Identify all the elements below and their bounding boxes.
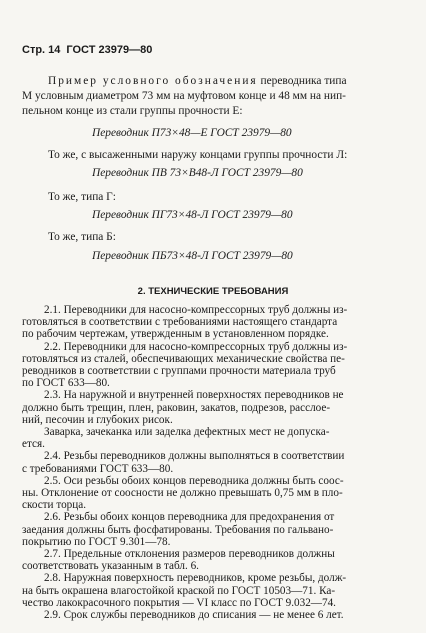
variant-1: То же, с высаженными наружу концами группы прочности Л:	[48, 149, 348, 161]
designation-1: Переводник П73×48—Е ГОСТ 23979—80	[92, 127, 292, 139]
text-line: ны. Отклонение от соосности не должно превышать 0,75 мм в пло-	[22, 487, 343, 499]
text-line: чество лакокрасочного покрытия — VI класс по ГОСТ 9.032—74.	[22, 596, 336, 609]
text-line: 2.5. Оси резьбы обоих концов переводника должны быть соос-	[44, 474, 344, 487]
text-line: 2.9. Срок службы переводников до списания — не менее 6 лет.	[44, 609, 344, 621]
text-line: реводников в соответствии с группами прочности материала труб	[22, 365, 336, 377]
text-line: готовляться в соответствии с требованиями настоящего стандарта	[22, 316, 338, 329]
text-line: должно быть трещин, плен, раковин, закатов, подрезов, расслое-	[22, 401, 331, 414]
text-line: 2.8. Наружная поверхность переводников, кроме резьбы, долж-	[44, 572, 347, 585]
text-line: Заварка, зачеканка или заделка дефектных мест не допуска-	[44, 426, 330, 438]
text-line: ется.	[22, 438, 45, 451]
text-line: 2.2. Переводники для насосно-компрессорных труб должны из-	[44, 340, 348, 353]
text-line: по ГОСТ 633—80.	[22, 377, 110, 390]
designation-3: Переводник ПГ73×48-Л ГОСТ 23979—80	[92, 209, 293, 221]
variant-3: То же, типа Б:	[48, 231, 116, 243]
page-header	[22, 44, 152, 56]
text-line: 2.4. Резьбы переводников должны выполняться в соответствии	[44, 450, 345, 463]
text-line: заедания должны быть фосфатированы. Требования по гальвано-	[22, 523, 334, 536]
designation-2: Переводник ПВ 73×В48-Л ГОСТ 23979—80	[92, 167, 303, 179]
text-line: ний, песочин и глубоких рисок.	[22, 413, 173, 426]
text-line: 2.3. На наружной и внутренней поверхностях переводников не	[44, 389, 344, 402]
text-line: 2.1. Переводники для насосно-компрессорных труб должны из-	[44, 304, 348, 316]
variant-2: То же, типа Г:	[48, 191, 116, 203]
text-line: 2.7. Предельные отклонения размеров переводников должны	[44, 548, 335, 560]
page-number: Стр. 14	[22, 44, 61, 56]
text-line: готовляться из сталей, обеспечивающих механические свойства пе-	[22, 352, 345, 365]
text-line: на быть окрашена влагостойкой краской по ГОСТ 10503—71. Ка-	[22, 584, 336, 597]
example-intro-line3: пельном конце из стали группы прочности Е:	[22, 105, 243, 117]
example-intro-prefix: Пример условного обозначения	[48, 75, 258, 87]
example-intro-rest: переводника типа	[257, 75, 347, 87]
section-heading: 2. ТЕХНИЧЕСКИЕ ТРЕБОВАНИЯ	[137, 286, 289, 297]
text-line: соответствовать указанным в табл. 6.	[22, 560, 199, 573]
text-line: 2.6. Резьбы обоих концов переводника для предохранения от	[44, 511, 335, 524]
text-line: с требованиями ГОСТ 633—80.	[22, 462, 174, 475]
example-intro-line1	[48, 74, 347, 89]
standard-number: ГОСТ 23979—80	[66, 44, 153, 56]
text-line: скости торца.	[22, 499, 87, 512]
text-line: покрытию по ГОСТ 9.301—78.	[22, 535, 171, 548]
example-intro-line2: М условным диаметром 73 мм на муфтовом конце и 48 мм на нип-	[22, 90, 346, 102]
designation-4: Переводник ПБ73×48-Л ГОСТ 23979—80	[92, 250, 293, 262]
text-line: по рабочим чертежам, утвержденным в установленном порядке.	[22, 328, 329, 341]
